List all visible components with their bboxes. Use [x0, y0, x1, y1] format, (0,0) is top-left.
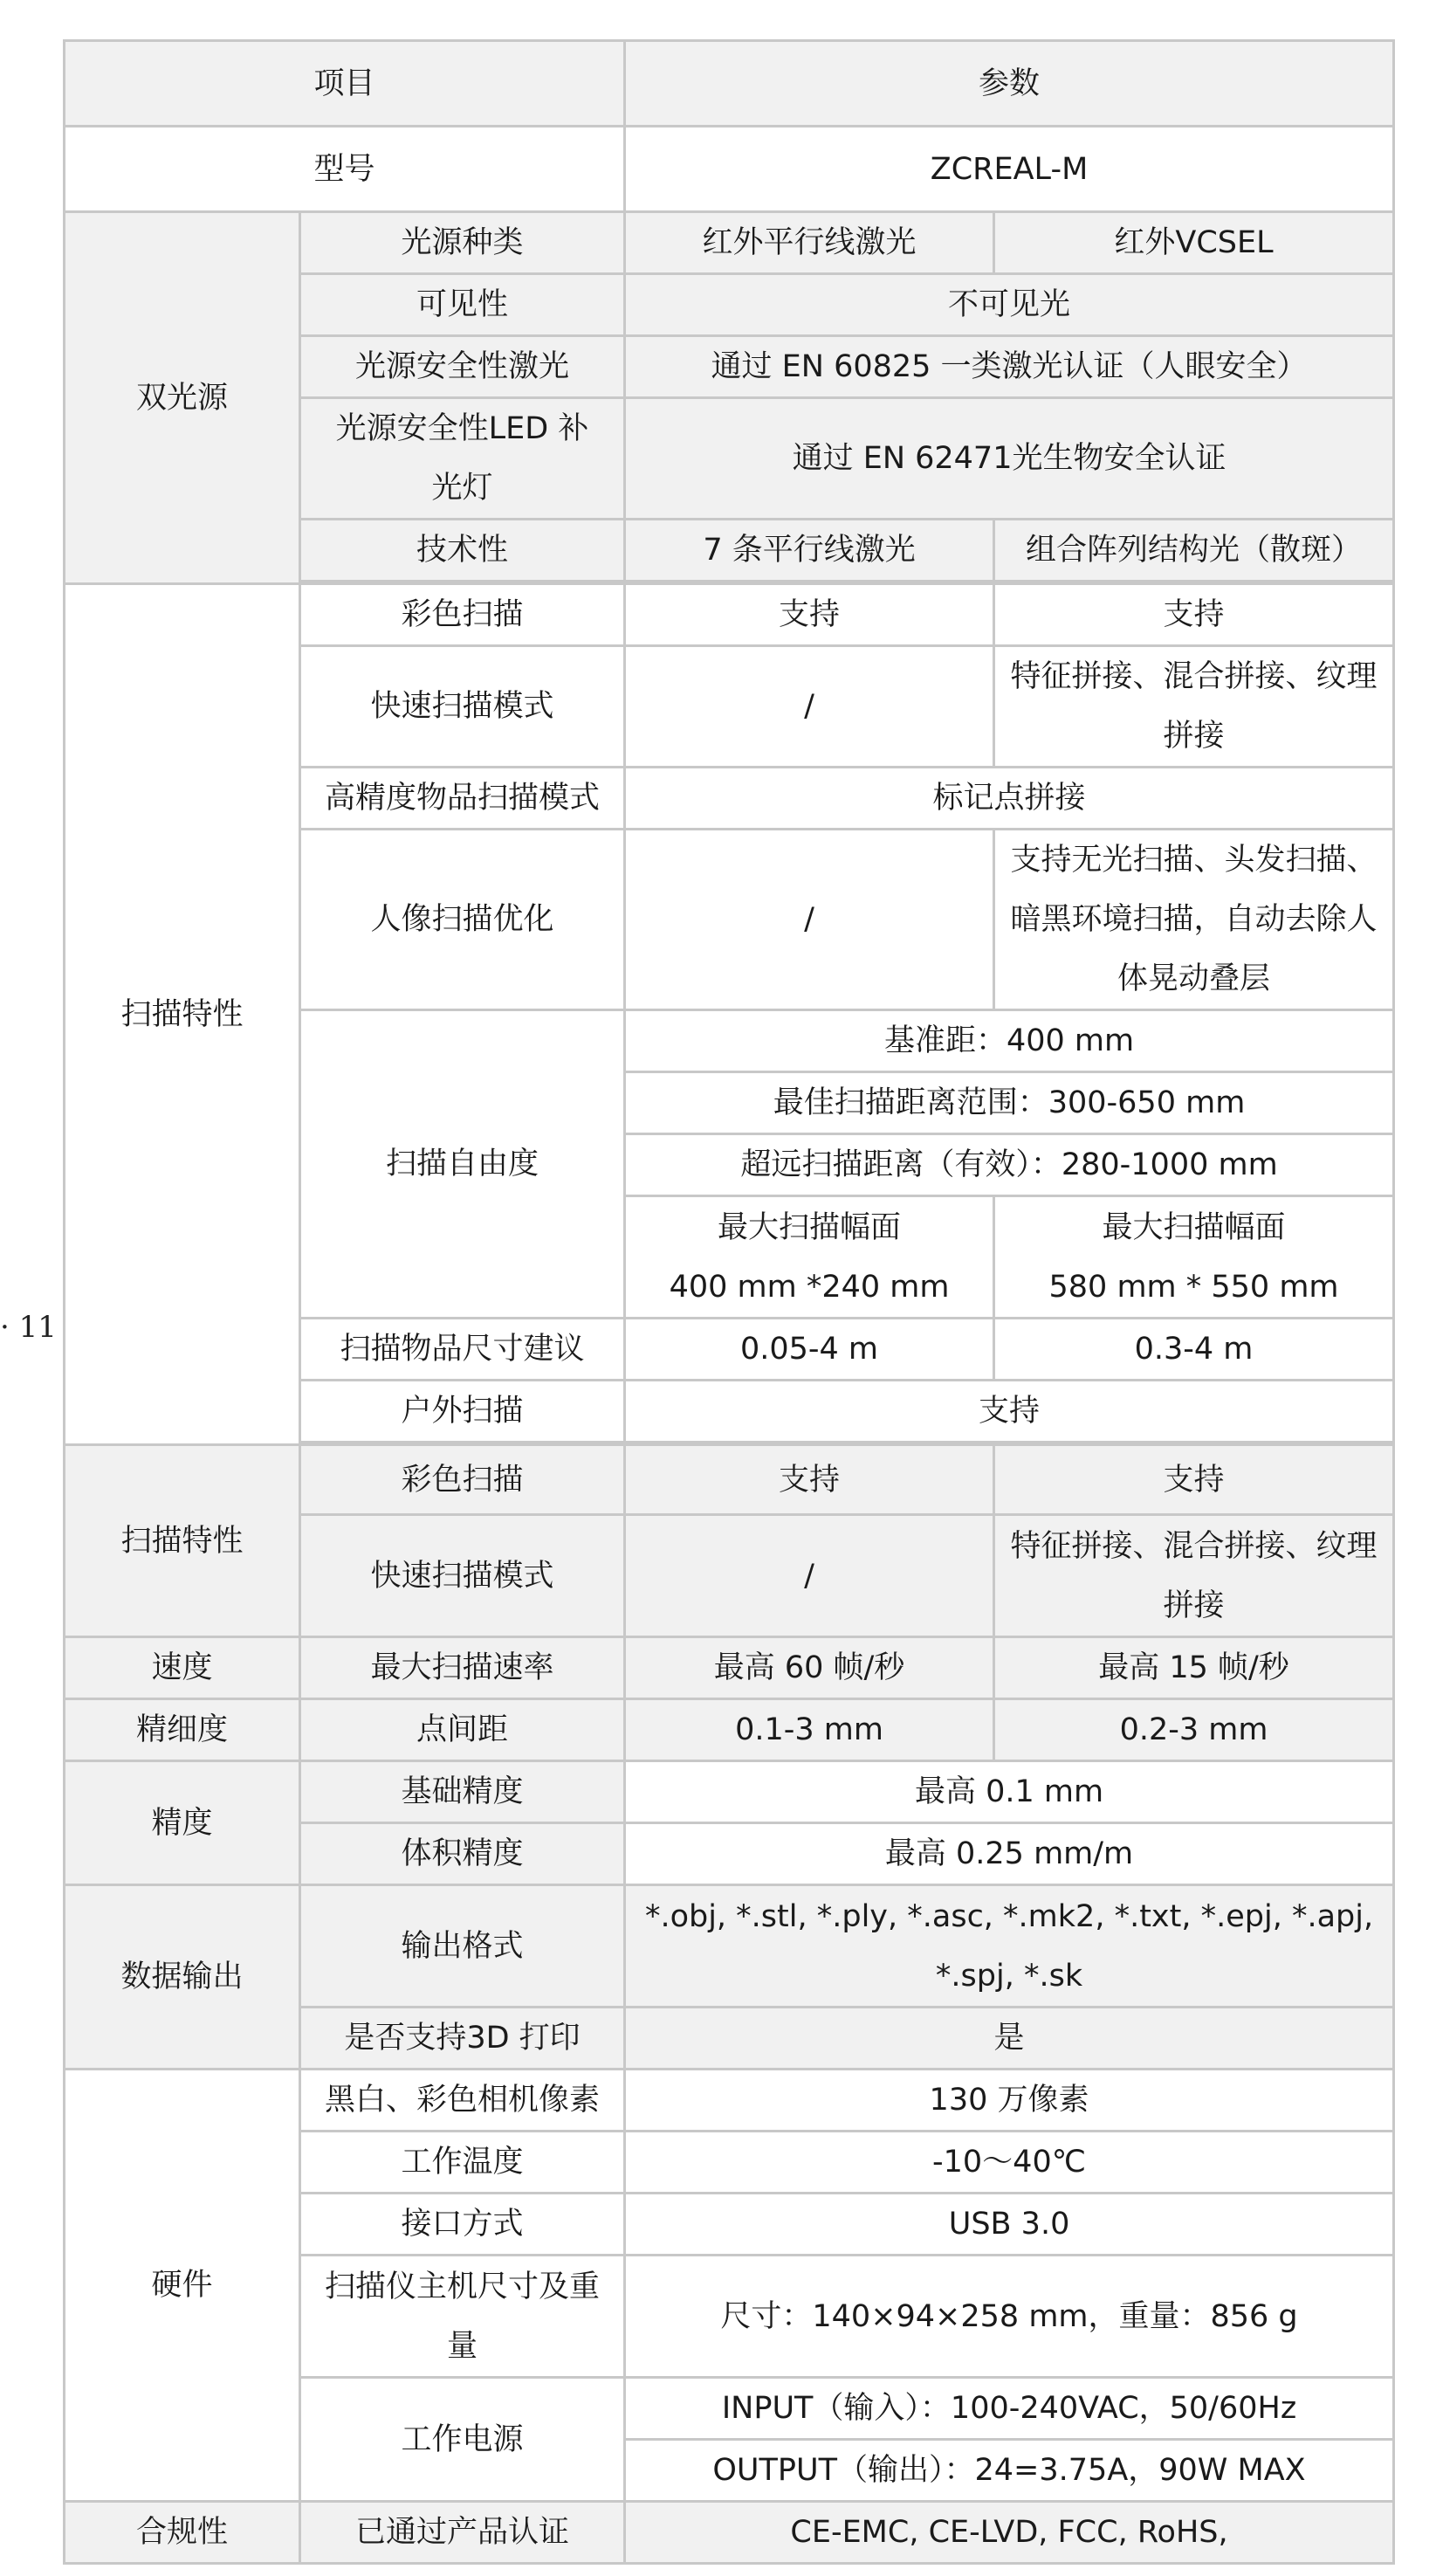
header-item: 项目 [65, 41, 625, 127]
row-label: 人像扫描优化 [300, 830, 625, 1010]
cell-value: 支持 [625, 584, 994, 646]
group-scan-features-2: 扫描特性 [65, 1445, 300, 1637]
row-label: 光源安全性激光 [300, 336, 625, 398]
cell-value: 是 [625, 2008, 1394, 2070]
cell-value [994, 1515, 1394, 1637]
table-row [65, 2502, 1394, 2564]
cell-value: CE-EMC, CE-LVD, FCC, RoHS, [625, 2502, 1394, 2564]
cell-value: 基准距：400 mm [625, 1010, 1394, 1072]
value-line: *.spj, *.sk [935, 1958, 1083, 1994]
row-label: 技术性 [300, 520, 625, 582]
cell-value: 最高 0.1 mm [625, 1761, 1394, 1823]
row-label: 可见性 [300, 274, 625, 336]
spec-table [63, 39, 1395, 2565]
value-line: 体晃动叠层 [1117, 961, 1271, 996]
cell-value: 红外VCSEL [994, 212, 1394, 274]
table-header-row [65, 41, 1394, 127]
value-line: 暗黑环境扫描，自动去除人 [1010, 902, 1378, 937]
table-row [65, 1885, 1394, 2008]
cell-value [994, 830, 1394, 1010]
cell-value: 支持 [994, 584, 1394, 646]
row-label: 高精度物品扫描模式 [300, 768, 625, 830]
cell-value: 最佳扫描距离范围：300-650 mm [625, 1072, 1394, 1134]
cell-value: OUTPUT（输出）：24=3.75A，90W MAX [625, 2440, 1394, 2502]
group-scan-features: 扫描特性 [65, 584, 300, 1445]
row-label: 扫描自由度 [300, 1010, 625, 1319]
row-label: 工作温度 [300, 2132, 625, 2194]
label-line: 扫描仪主机尺寸及重 [325, 2269, 601, 2304]
cell-value: / [625, 830, 994, 1010]
cell-value: 7 条平行线激光 [625, 520, 994, 582]
value-line: 特征拼接、混合拼接、纹理 [1010, 1528, 1378, 1564]
table-row [65, 127, 1394, 212]
cell-value: 标记点拼接 [625, 768, 1394, 830]
cell-value: 0.05-4 m [625, 1319, 994, 1381]
row-label: 彩色扫描 [300, 584, 625, 646]
table-row [65, 212, 1394, 274]
row-label: 基础精度 [300, 1761, 625, 1823]
cell-value: 通过 EN 60825 一类激光认证（人眼安全） [625, 336, 1394, 398]
row-label: 输出格式 [300, 1885, 625, 2008]
row-label: 户外扫描 [300, 1381, 625, 1443]
group-accuracy: 精度 [65, 1761, 300, 1885]
group-compliance: 合规性 [65, 2502, 300, 2564]
group-fineness: 精细度 [65, 1699, 300, 1761]
table-row [65, 2070, 1394, 2132]
model-label: 型号 [65, 127, 625, 212]
model-value: ZCREAL-M [625, 127, 1394, 212]
cell-value: 超远扫描距离（有效）：280-1000 mm [625, 1134, 1394, 1196]
group-data-output: 数据输出 [65, 1885, 300, 2070]
cell-value: 尺寸：140×94×258 mm，重量：856 g [625, 2256, 1394, 2378]
row-label: 体积精度 [300, 1823, 625, 1885]
row-label: 最大扫描速率 [300, 1637, 625, 1699]
cell-value: / [625, 1515, 994, 1637]
cell-value: 0.2-3 mm [994, 1699, 1394, 1761]
value-line: 400 mm *240 mm [669, 1269, 950, 1305]
row-label: 扫描物品尺寸建议 [300, 1319, 625, 1381]
row-label: 彩色扫描 [300, 1445, 625, 1515]
cell-value: 支持 [625, 1445, 994, 1515]
cell-value: 0.3-4 m [994, 1319, 1394, 1381]
cell-value: 通过 EN 62471光生物安全认证 [625, 398, 1394, 520]
table-row [65, 1637, 1394, 1699]
cell-value: 支持 [994, 1445, 1394, 1515]
row-label: 点间距 [300, 1699, 625, 1761]
group-dual-light: 双光源 [65, 212, 300, 584]
label-line: 光灯 [431, 471, 493, 506]
cell-value: INPUT（输入）：100-240VAC，50/60Hz [625, 2378, 1394, 2440]
group-hardware: 硬件 [65, 2070, 300, 2502]
cell-value: 不可见光 [625, 274, 1394, 336]
table-row [65, 584, 1394, 646]
row-label: 接口方式 [300, 2194, 625, 2256]
cell-value: 最高 0.25 mm/m [625, 1823, 1394, 1885]
cell-value [994, 1196, 1394, 1319]
cell-value: -10～40℃ [625, 2132, 1394, 2194]
value-line: 拼接 [1163, 719, 1225, 754]
cell-value: 0.1-3 mm [625, 1699, 994, 1761]
cell-value: 支持 [625, 1381, 1394, 1443]
cell-value: / [625, 646, 994, 768]
cell-value: USB 3.0 [625, 2194, 1394, 2256]
row-label [300, 398, 625, 520]
group-speed: 速度 [65, 1637, 300, 1699]
cell-value [994, 646, 1394, 768]
table-row [65, 1445, 1394, 1515]
label-line: 量 [447, 2328, 478, 2364]
value-line: 最大扫描幅面 [718, 1209, 902, 1245]
table-row [65, 1761, 1394, 1823]
row-label: 快速扫描模式 [300, 646, 625, 768]
value-line: 特征拼接、混合拼接、纹理 [1010, 659, 1378, 694]
page-number-marker: · 11 [0, 1310, 57, 1345]
label-line: 光源安全性LED 补 [335, 411, 589, 446]
cell-value: 最高 60 帧/秒 [625, 1637, 994, 1699]
cell-value: 红外平行线激光 [625, 212, 994, 274]
row-label [300, 2256, 625, 2378]
value-line: 最大扫描幅面 [1102, 1209, 1286, 1245]
value-line: 支持无光扫描、头发扫描、 [1010, 843, 1378, 878]
row-label: 快速扫描模式 [300, 1515, 625, 1637]
row-label: 黑白、彩色相机像素 [300, 2070, 625, 2132]
value-line: *.obj, *.stl, *.ply, *.asc, *.mk2, *.txt, *.epj, *.apj, [644, 1898, 1374, 1934]
row-label: 是否支持3D 打印 [300, 2008, 625, 2070]
row-label: 已通过产品认证 [300, 2502, 625, 2564]
cell-value [625, 1196, 994, 1319]
header-param: 参数 [625, 41, 1394, 127]
table-row [65, 1699, 1394, 1761]
row-label: 光源种类 [300, 212, 625, 274]
value-line: 580 mm * 550 mm [1048, 1269, 1339, 1305]
value-line: 拼接 [1163, 1588, 1225, 1623]
cell-value [625, 1885, 1394, 2008]
cell-value: 130 万像素 [625, 2070, 1394, 2132]
cell-value: 组合阵列结构光（散斑） [994, 520, 1394, 582]
row-label: 工作电源 [300, 2378, 625, 2502]
cell-value: 最高 15 帧/秒 [994, 1637, 1394, 1699]
